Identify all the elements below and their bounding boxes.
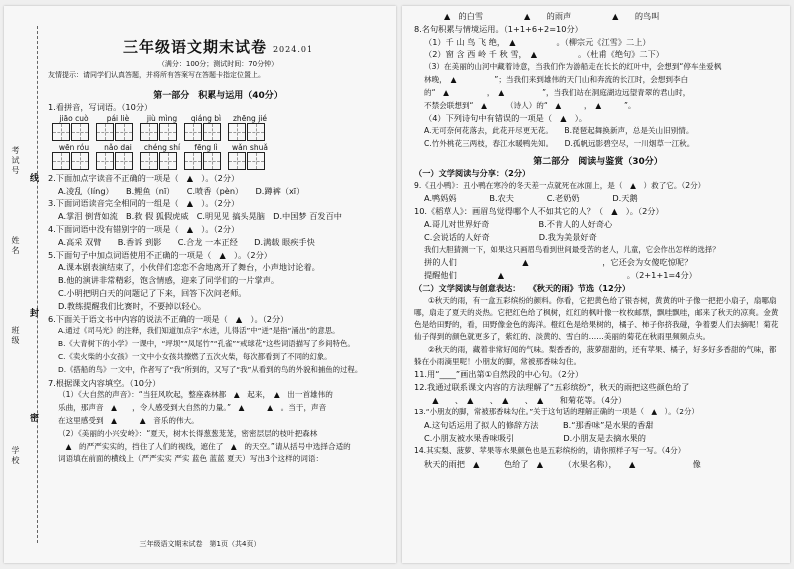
question-6-option-d: D.《搭船的鸟》一文中，作者写了“我”所到的，又写了“我”从看到的鸟的外貌和捕鱼的过程。 [58, 364, 363, 374]
question-7: 7.根据课文内容填空。（10分） [48, 377, 161, 388]
question-14: 14.其实梨、菠萝、苹果等水果颜色也是五彩缤纷的，请你照样子写一写。（4分） [414, 445, 686, 455]
question-6: 6.下面关于语文书中内容的说法不正确的一项是（ ▲ ）。（2分） [48, 313, 289, 324]
question-8-part-1: （1）千 山 鸟 飞 绝， ▲ 。（柳宗元《江雪》二上） [424, 36, 651, 47]
question-8-options-cd: C.竹外桃花三两枝，春江水暖鸭先知。 D.孤帆远影碧空尽，一川烟草一江秋。 [424, 138, 695, 148]
pinyin-row-1 [52, 114, 388, 123]
passage-paragraph-2: ②秋天的雨，藏着非常好闻的气味。梨香香的，菠萝甜甜的，还有苹果、橘子，好多好多香甜的气味，都躲在小雨滴里呢！小朋友的脚，常被那香味勾住。 [414, 344, 777, 366]
question-3-options: A.掌泪 倒背如流 B.救 假 狐假虎威 C.明见见 搞头晃脑 D.中国梦 百发百中 [58, 211, 342, 222]
question-6-option-b: B.《大青树下的小学》一课中，“坪坝”“凤尾竹”“孔雀”“戒球花”这些词语描写了乡间特色。 [58, 339, 355, 349]
exam-title: 三年级语文期末试卷 [122, 38, 267, 56]
question-10-blank-1: 拼的人们 ▲ ，它还会为女傻吃惊呢？ [424, 257, 693, 268]
question-12: 12.我通过联系课文内容的方法理解了“五彩缤纷”，秋天的雨把这些颜色给了 [414, 381, 690, 392]
question-5-option-d: D.教练提醒我们比赛时，不要掉以轻心。 [58, 300, 207, 311]
question-4: 4.下面词语中没有错别字的一项是（ ▲ ）。（2分） [48, 223, 240, 234]
question-8: 8.名句积累与情境运用。（1+1+6+2=10分） [414, 23, 583, 34]
writing-box [140, 152, 184, 170]
question-12-blanks: ▲ 、 ▲ 、 ▲ 、 ▲ 和菊花等。（4分） [424, 394, 627, 405]
question-5: 5.下面句子中加点词语使用不正确的一项是（ ▲ ）。（2分） [48, 249, 272, 260]
question-3: 3.下面词语读音完全相同的一组是（ ▲ ）。（2分） [48, 198, 240, 209]
question-8-part-3: （3）在美丽的山河中藏着诗意，当我们作为游船走在长长的红叶中，会想到“停车坐爱枫 [424, 62, 722, 72]
question-6-option-c: C.《卖火柴的小女孩》一文中小女孩共擦燃了五次火柴，每次都看到了不同的幻象。 [58, 351, 332, 361]
exam-meta: （满分：100分；测试时间：70分钟） [157, 60, 279, 68]
exam-page-right [402, 6, 790, 563]
question-13-option-cd: C.小朋友被水果香味吸引 D.小朋友是去摘水果的 [424, 432, 646, 443]
pinyin-item: nǎo dai [104, 142, 132, 152]
pinyin-item: qiáng bì [190, 113, 222, 123]
passage-paragraph-1: ①秋天的雨，有一盒五彩缤纷的颜料。你看，它把黄色给了银杏树，黄黄的叶子像一把把小扇子，扇哪扇哪，扇走了夏天的炎热。它把红色给了枫树，红红的枫叶像一枚枚邮票，飘哇飘哇，邮来了秋天的凉爽。金黄色是给田野的，看，田野像金色的海洋。橙红色是给果树的，橘子、柿子你挤我碰，争着要人们去摘呢！菊花仙子得到的颜色就更多了，紫红的、淡黄的、雪白的……美丽的菊花在秋雨里频频点头。 [414, 295, 779, 342]
pinyin-item: jiù mìng [146, 113, 178, 123]
question-10-option-cd: C.会说话的人好奇 D.我为美景好奇 [424, 231, 597, 242]
question-8-part-4: （4）下列诗句中有错误的一项是（ ▲ ）。 [424, 113, 587, 124]
writing-box [184, 152, 228, 170]
margin-mark-line: 线 [30, 174, 40, 184]
question-7-part-1: （1）《大自然的声音》：“当狂风吹起，整座森林都 ▲ 起来， ▲ 出一首雄伟的 [58, 390, 333, 400]
question-14-blanks: 秋天的雨把 ▲ 色给了 ▲ （水果名称）， ▲ 像 [424, 458, 701, 469]
left-content [48, 6, 388, 466]
question-5-option-c: C.小明把明白天的问题记了下来，回答下次问老师。 [58, 287, 247, 298]
question-8-part-3d: 不禁会联想到“ ▲ （诗人）的“ ▲ ， ▲ ”。 [424, 100, 636, 110]
question-7-part-2b: ▲ 的严严实实的，挡住了人们的视线，遮住了 ▲ 的天空。”请从括号中选择合适的 [58, 441, 351, 451]
margin-label-school: 学校 [11, 446, 20, 466]
question-13-option-ab: A.这句话运用了拟人的修辞方法 B.“那香味”是水果的香甜 [424, 420, 654, 431]
writing-box [228, 123, 272, 141]
pinyin-item: zhēng jié [233, 113, 267, 123]
cut-line [37, 26, 38, 543]
writing-box [228, 152, 272, 170]
writing-box [52, 152, 96, 170]
writing-box [52, 123, 96, 141]
pinyin-item: wǎn shuǎ [232, 142, 268, 152]
question-8-options-ab: A.无可奈何花落去，此花开尽更无花。 B.琵琶起舞换新声，总是关山旧别情。 [424, 126, 694, 136]
question-2: 2.下面加点字读音不正确的一项是（ ▲ ）。（2分） [48, 172, 240, 183]
question-7-part-2: （2）《美丽的小兴安岭》：“夏天，树木长得葱葱茏茏，密密层层的枝叶把森林 [58, 428, 318, 438]
pinyin-row-2 [52, 143, 388, 152]
section-heading-2: 第二部分 阅读与鉴赏（30分） [533, 156, 663, 167]
exam-date: 2024.01 [272, 45, 314, 54]
writing-box [96, 123, 140, 141]
question-13: 13.“小朋友的脚，常被那香味勾住。”关于这句话的理解正确的一项是（ ▲ ）。（2分） [414, 407, 699, 417]
question-10: 10.《稻草人》：画眉鸟觉得哪个人不如其它的人？（ ▲ ）。（2分） [414, 206, 664, 217]
binding-margin [4, 6, 44, 563]
question-2-options: A.凌乱（líng） B.鲤鱼（nī） C.喷香（pèn） D.蹲裤（xī） [58, 185, 305, 196]
margin-label-class: 班级 [11, 326, 20, 346]
writing-box [96, 152, 140, 170]
friendly-tip: 友情提示：请同学们认真答题，并将所有答案写在答题卡指定位置上。 [48, 71, 265, 79]
question-7-part-1c: 在这里感受到 ▲ ▲ 音乐的伟大。 [58, 415, 199, 425]
question-5-option-a: A.课本剧表演结束了，小伙伴们恋恋不舍地离开了舞台，小声地讨论着。 [58, 262, 320, 273]
writing-box [184, 123, 228, 141]
writing-grid-row-2 [52, 152, 388, 170]
question-8-part-2: （2）窗 含 西 岭 千 秋 雪， ▲ 。（杜甫《绝句》二下） [424, 49, 664, 60]
question-7-part-2c: 词语填在前面的横线上（严严实实 严实 蓝色 蓝蓝 夏天）写出3个这样的词语： [58, 454, 324, 464]
pinyin-item: jiāo cuò [59, 113, 89, 123]
section-heading-1: 第一部分 积累与运用（40分） [153, 91, 283, 101]
question-1: 1.看拼音，写词语。（10分） [48, 102, 153, 112]
writing-box [140, 123, 184, 141]
margin-mark-secret: 密 [30, 414, 40, 424]
margin-label-name: 姓名 [11, 236, 20, 256]
pinyin-item: fēng lì [194, 142, 218, 152]
question-8-part-3b: 林晚， ▲ ”；当我们来到雄伟的天门山和奔流的长江时，会想到李白 [424, 74, 689, 84]
q7-continued-blanks: ▲ 的白雪 ▲ 的雨声 ▲ 的鸟叫 [444, 11, 660, 21]
exam-page-left [4, 6, 396, 563]
question-8-part-3c: 的“ ▲ ， ▲ ”，当我们站在洞庭湖边远望青翠的君山时， [424, 87, 691, 97]
right-content [414, 10, 782, 470]
question-4-options: A.高采 双臂 B.香诉 到影 C.合龙 一本正经 D.满载 眼疾手快 [58, 236, 315, 247]
question-7-part-1b: 乐曲，那声音 ▲ ，令人感受到大自然的力量。” ▲ ▲ 。当于，声音 [58, 403, 327, 413]
part-a-heading: （一）文学阅读与分享：（2分） [414, 167, 531, 178]
margin-label-exam-no: 考试号 [11, 146, 20, 176]
question-10-extend: 我们大胆猜测一下，如果这只画眉鸟看到世间最受苦的老人，儿童，它会作出怎样的选择？ [424, 244, 720, 254]
page-title [48, 36, 388, 57]
pinyin-item: pái liè [106, 113, 130, 123]
question-10-blank-2: 提醒他们 ▲ 。（2+1+1=4分） [424, 270, 697, 281]
pinyin-item: wēn róu [58, 142, 90, 152]
question-10-option-ab: A.哥儿对世界好奇 B.不肯人的人好奇心 [424, 218, 613, 229]
question-9: 9.《丑小鸭》：丑小鸭在寒冷的冬天差一点就死在冰面上，是（ ▲ ）救了它。（2分） [414, 180, 706, 190]
page-footer-left: 三年级语文期末试卷 第1页（共4页） [139, 540, 261, 548]
question-5-option-b: B.他的演讲非常精彩，饱含情感，迎来了同学们的一片掌声。 [58, 275, 280, 286]
question-11: 11.用“____”画出第①自然段的中心句。（2分） [414, 368, 584, 379]
pinyin-item: chéng shí [143, 142, 181, 152]
writing-grid-row-1 [52, 123, 388, 141]
question-9-options: A.鸭妈妈 B.农夫 C.老奶奶 D.天鹅 [424, 193, 638, 204]
question-6-option-a: A.通过《司马光》的注释，我们知道加点字“水迸，儿得活”中“迸”是指“涌出”的意思。 [58, 326, 340, 336]
margin-mark-seal: 封 [30, 309, 40, 319]
part-b-heading: （二）文学阅读与创意表达： 《秋天的雨》节选（12分） [414, 282, 631, 293]
